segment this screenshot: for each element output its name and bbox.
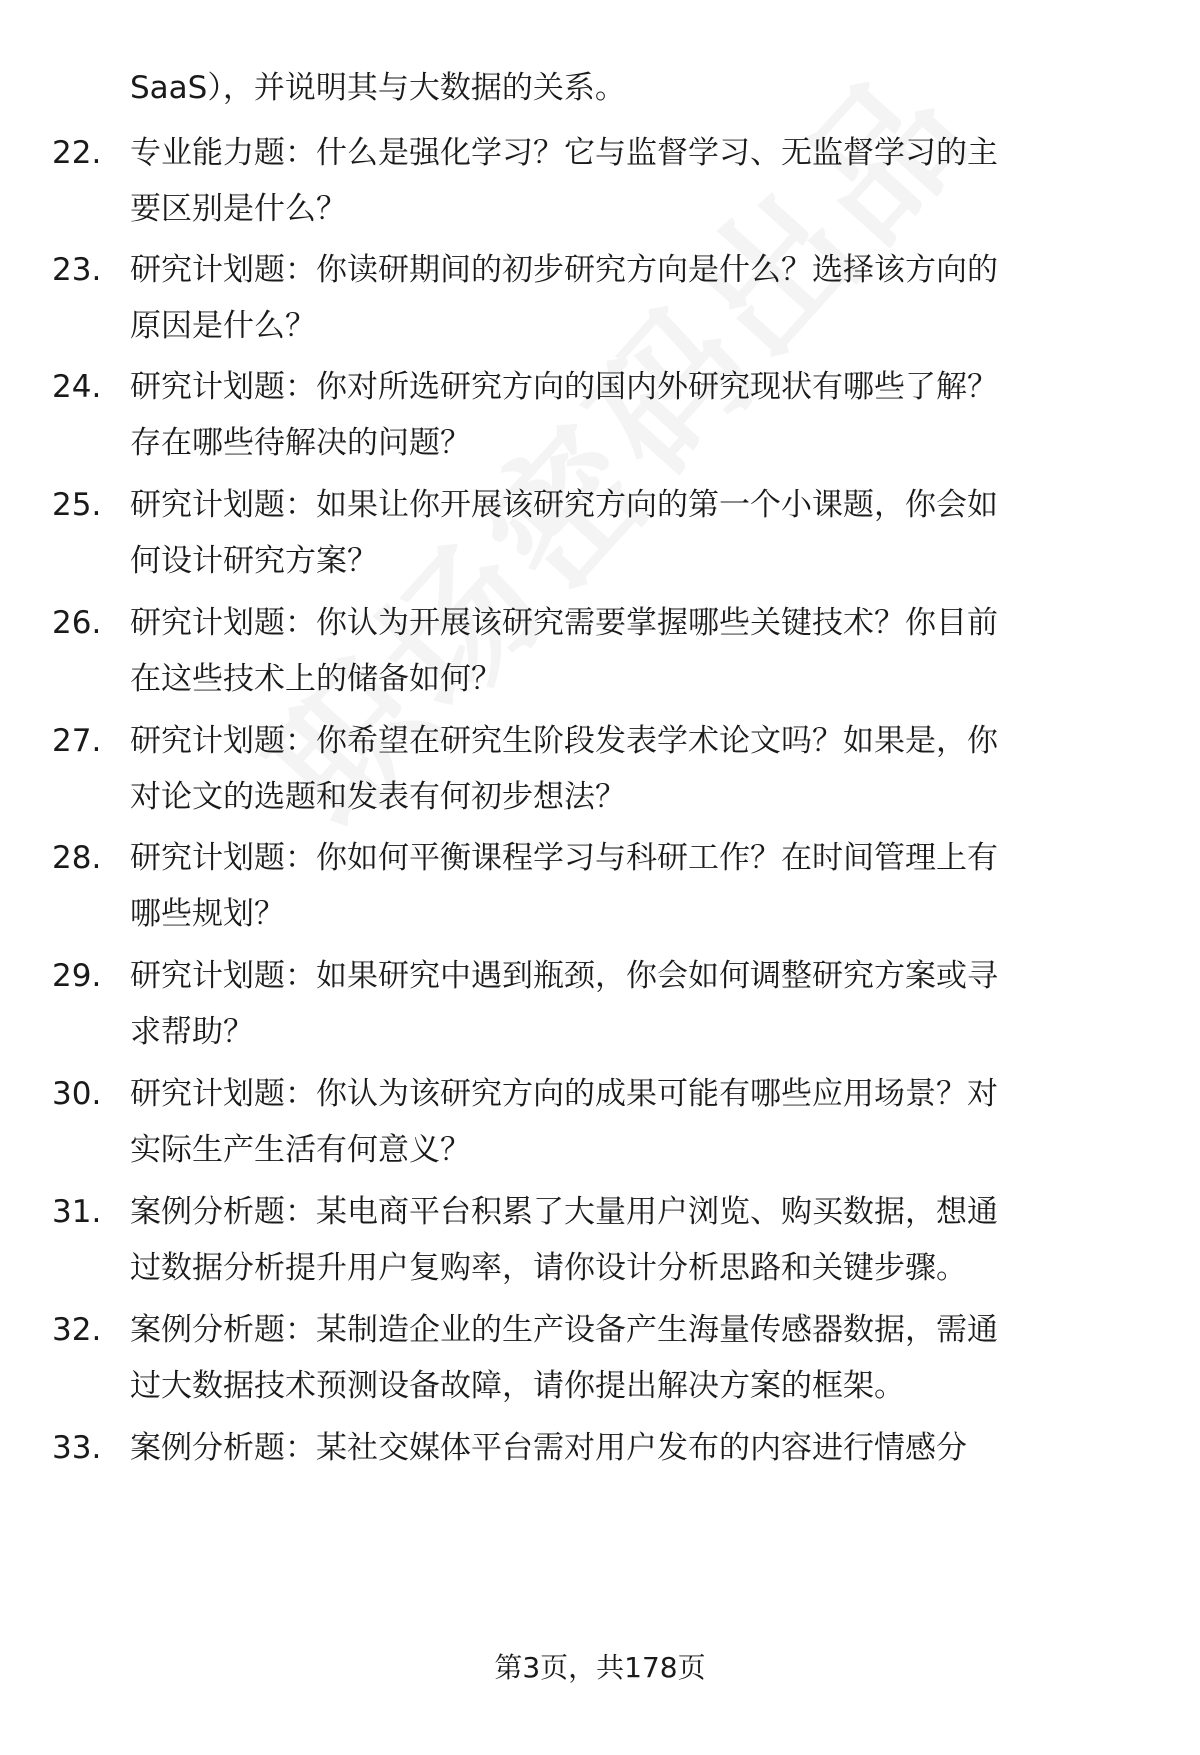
item-text <box>130 948 1140 1060</box>
item-line: 存在哪些待解决的问题？ <box>130 425 471 461</box>
item-line: 过数据分析提升用户复购率，请你设计分析思路和关键步骤。 <box>130 1250 967 1286</box>
item-line: 要区别是什么？ <box>130 191 347 227</box>
continuation-line: SaaS），并说明其与大数据的关系。 <box>130 70 626 106</box>
item-number: 33. <box>52 1430 102 1466</box>
item-number: 30. <box>52 1076 102 1112</box>
item-line: 研究计划题：你希望在研究生阶段发表学术论文吗？如果是，你 <box>130 723 998 759</box>
item-number: 25. <box>52 487 102 523</box>
item-line: 哪些规划？ <box>130 896 285 932</box>
item-text <box>130 830 1140 942</box>
item-line: 过大数据技术预测设备故障，请你提出解决方案的框架。 <box>130 1368 905 1404</box>
item-text <box>130 1302 1140 1414</box>
item-number: 24. <box>52 369 102 405</box>
item-text <box>130 125 1140 237</box>
item-text <box>130 242 1140 354</box>
item-text <box>130 477 1140 589</box>
item-text <box>130 359 1140 471</box>
item-number: 29. <box>52 958 102 994</box>
item-line: 求帮助？ <box>130 1014 254 1050</box>
page-number-footer: 第3页，共178页 <box>494 1651 706 1684</box>
item-line: 案例分析题：某制造企业的生产设备产生海量传感器数据，需通 <box>130 1312 998 1348</box>
item-line: 研究计划题：如果研究中遇到瓶颈，你会如何调整研究方案或寻 <box>130 958 998 994</box>
item-text <box>130 1184 1140 1296</box>
item-line: 研究计划题：如果让你开展该研究方向的第一个小课题，你会如 <box>130 487 998 523</box>
item-line: 实际生产生活有何意义？ <box>130 1132 471 1168</box>
item-text <box>130 595 1140 707</box>
item-number: 23. <box>52 252 102 288</box>
item-line: 专业能力题：什么是强化学习？它与监督学习、无监督学习的主 <box>130 135 998 171</box>
item-text <box>130 1420 1140 1476</box>
item-line: 研究计划题：你认为开展该研究需要掌握哪些关键技术？你目前 <box>130 605 998 641</box>
item-number: 26. <box>52 605 102 641</box>
item-line: 何设计研究方案？ <box>130 543 378 579</box>
item-line: 案例分析题：某社交媒体平台需对用户发布的内容进行情感分 <box>130 1430 967 1466</box>
item-text <box>130 713 1140 825</box>
item-text <box>130 1066 1140 1178</box>
item-line: 研究计划题：你认为该研究方向的成果可能有哪些应用场景？对 <box>130 1076 998 1112</box>
item-number: 31. <box>52 1194 102 1230</box>
item-number: 32. <box>52 1312 102 1348</box>
item-line: 对论文的选题和发表有何初步想法？ <box>130 779 626 815</box>
item-number: 27. <box>52 723 102 759</box>
item-line: 研究计划题：你如何平衡课程学习与科研工作？在时间管理上有 <box>130 840 998 876</box>
item-line: 研究计划题：你读研期间的初步研究方向是什么？选择该方向的 <box>130 252 998 288</box>
item-number: 22. <box>52 135 102 171</box>
item-line: 在这些技术上的储备如何？ <box>130 661 502 697</box>
item-line: 案例分析题：某电商平台积累了大量用户浏览、购买数据，想通 <box>130 1194 998 1230</box>
item-number: 28. <box>52 840 102 876</box>
item-line: 研究计划题：你对所选研究方向的国内外研究现状有哪些了解？ <box>130 369 998 405</box>
item-line: 原因是什么？ <box>130 308 316 344</box>
